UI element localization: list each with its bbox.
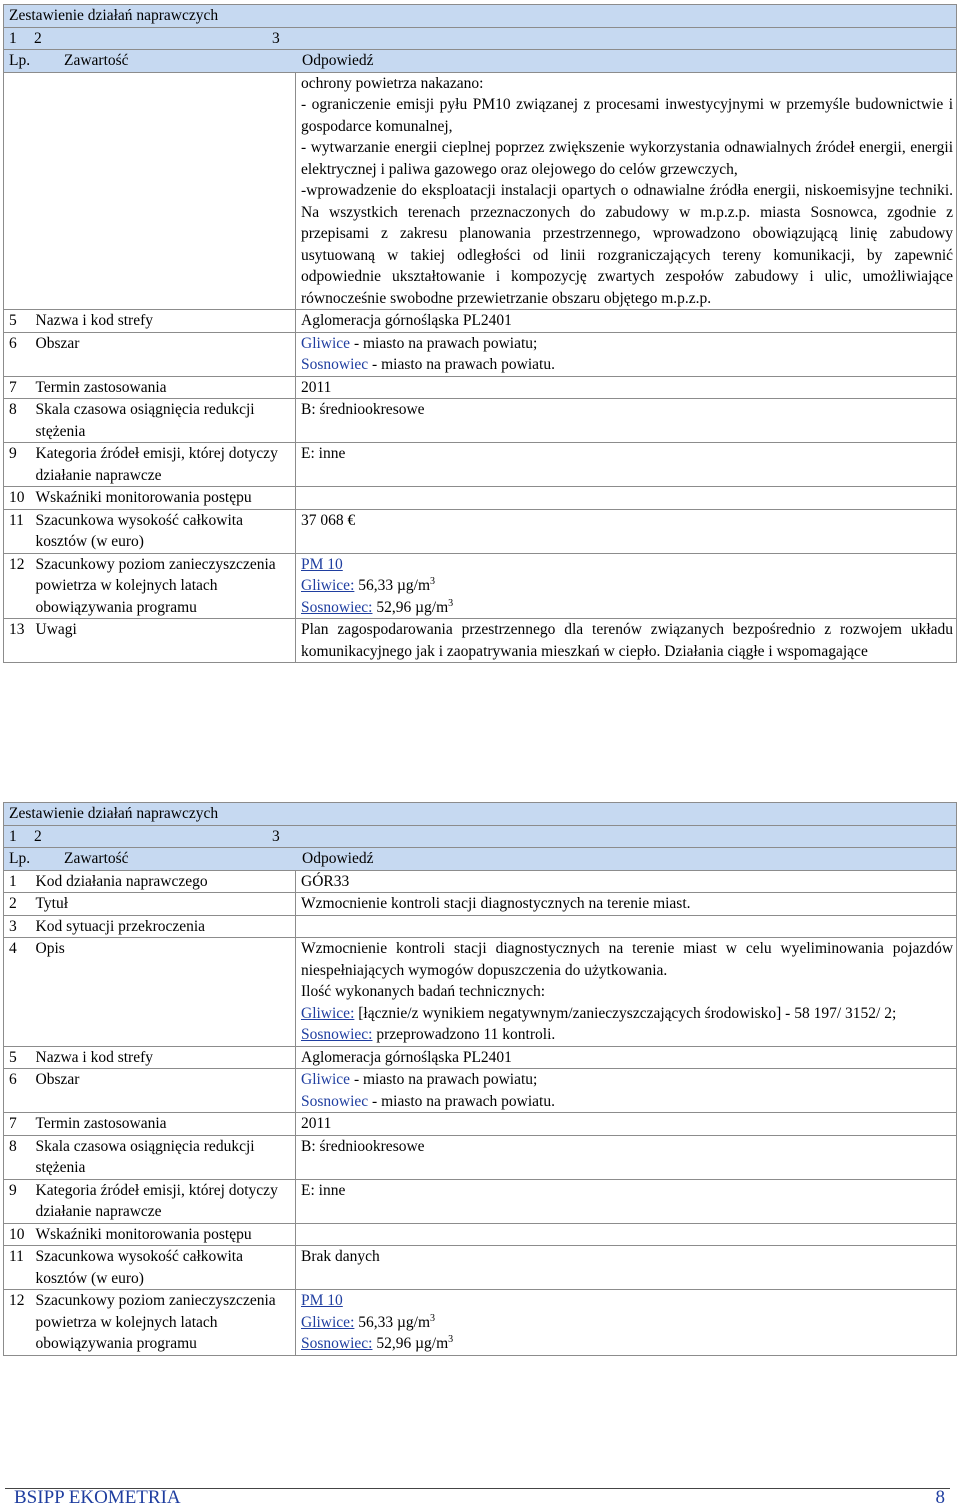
row-value: Gliwice - miasto na prawach powiatu; Sosnowiec - miasto na prawach powiatu. [296,1069,957,1113]
col-content: Zawartość [64,850,129,867]
column-header-row [4,50,957,73]
content-line: ochrony powietrza nakazano: [301,74,484,92]
row-label: Kod sytuacji przekroczenia [34,915,296,938]
page-number: 8 [935,1487,945,1508]
row-value: E: inne [296,1179,957,1223]
row-label: Szacunkowa wysokość całkowita kosztów (w euro) [34,509,296,553]
column-header-row [4,848,957,871]
table-row: 5 Nazwa i kod strefy Aglomeracja górnośląska PL2401 [4,1046,957,1069]
gliwice-link: Gliwice [301,334,351,352]
table-row: 3 Kod sytuacji przekroczenia [4,915,957,938]
row-value: Brak danych [296,1246,957,1290]
row-label: Nazwa i kod strefy [34,1046,296,1069]
page-footer [0,1488,960,1507]
table-title-row [4,803,957,826]
actions-table-2 [3,802,957,1356]
row-label: Skala czasowa osiągnięcia redukcji stężenia [34,399,296,443]
table-title: Zestawienie działań naprawczych [4,803,957,826]
continued-content-cell [296,72,957,310]
table-row: 7 Termin zastosowania 2011 [4,376,957,399]
colnum-1: 1 [9,29,17,47]
row-value: Wzmocnienie kontroli stacji diagnostycznych na terenie miast. [296,893,957,916]
row-label: Skala czasowa osiągnięcia redukcji stężenia [34,1135,296,1179]
row-label: Termin zastosowania [34,1113,296,1136]
row-label: Opis [34,938,296,1047]
row-value: Wzmocnienie kontroli stacji diagnostycznych na terenie miast w celu wyeliminowania pojazdów niespełniających wymogów dopuszczenia do użytkowania. Ilość wykonanych badań technicznych: Gliwice: [łącznie/z wynikiem negatywnym/zanieczyszczających środowisko] - 58 197/ 3152/ 2; Sosnowiec: przeprowadzono 11 kontroli. [296,938,957,1047]
table-row: 11 Szacunkowa wysokość całkowita kosztów (w euro) 37 068 € [4,509,957,553]
col-lp: Lp. [9,52,31,69]
col-answer: Odpowiedź [302,850,374,867]
colnum-3: 3 [272,29,280,47]
table-row: 6 Obszar Gliwice - miasto na prawach powiatu; Sosnowiec - miasto na prawach powiatu. [4,332,957,376]
footer-company: BSIPP EKOMETRIA [14,1487,181,1508]
column-number-row [4,27,957,50]
content-line: - wytwarzanie energii cieplnej poprzez zwiększenie wykorzystania odnawialnych źródeł energii, energii elektrycznej i paliwa gazowego oraz olejowego do celów grzewczych, [301,139,954,178]
table-row: 12 Szacunkowy poziom zanieczyszczenia powietrza w kolejnych latach obowiązywania programu PM 10 Gliwice: 56,33 $\mu g/m^3$ Sosnowiec: 52,96 $\mu g/m^3$ [4,1290,957,1356]
table-row: 13 Uwagi Plan zagospodarowania przestrzennego dla terenów związanych bezpośrednio z rozwojem układu komunikacyjnego jak i zaopatrywania mieszkań w ciepło. Działania ciągłe i wspomagające [4,619,957,663]
row-value: B: średniookresowe [296,1135,957,1179]
row-value: PM 10 Gliwice: 56,33 $\mu g/m^3$ Sosnowiec: 52,96 $\mu g/m^3$ [296,553,957,619]
row-value: Aglomeracja górnośląska PL2401 [296,310,957,333]
row-value: 2011 [296,1113,957,1136]
table-row: 8 Skala czasowa osiągnięcia redukcji stężenia B: średniookresowe [4,399,957,443]
table-row: 4 Opis Wzmocnienie kontroli stacji diagnostycznych na terenie miast w celu wyeliminowania pojazdów niespełniających wymogów dopuszczenia do użytkowania. Ilość wykonanych badań technicznych: Gliwice: [łącznie/z wynikiem negatywnym/zanieczyszczających środowisko] - 58 197/ 3152/ 2; Sosnowiec: przeprowadzono 11 kontroli. [4,938,957,1047]
pollutant-label: PM 10 [301,1292,343,1309]
table-title: Zestawienie działań naprawczych [4,5,957,28]
col-lp: Lp. [9,850,31,867]
colnum-2: 2 [34,827,42,845]
row-label: Termin zastosowania [34,376,296,399]
row-label: Wskaźniki monitorowania postępu [34,487,296,510]
row-label: Kod działania naprawczego [34,870,296,893]
row-label: Obszar [34,1069,296,1113]
table-title-row [4,5,957,28]
column-number-row [4,825,957,848]
actions-table-1 [3,4,957,663]
row-value [296,1223,957,1246]
table-row: 10 Wskaźniki monitorowania postępu [4,1223,957,1246]
table-row [4,72,957,310]
row-value: Gliwice - miasto na prawach powiatu; Sosnowiec - miasto na prawach powiatu. [296,332,957,376]
col-content: Zawartość [64,52,129,69]
table-row: 8 Skala czasowa osiągnięcia redukcji stężenia B: średniookresowe [4,1135,957,1179]
table-row: 11 Szacunkowa wysokość całkowita kosztów (w euro) Brak danych [4,1246,957,1290]
table-row: 9 Kategoria źródeł emisji, której dotyczy działanie naprawcze E: inne [4,443,957,487]
colnum-3: 3 [272,827,280,845]
sosnowiec-link: Sosnowiec [301,1092,369,1110]
row-label: Wskaźniki monitorowania postępu [34,1223,296,1246]
row-label: Szacunkowy poziom zanieczyszczenia powietrza w kolejnych latach obowiązywania programu [34,1290,296,1356]
row-label: Szacunkowy poziom zanieczyszczenia powietrza w kolejnych latach obowiązywania programu [34,553,296,619]
row-value: 37 068 € [296,509,957,553]
colnum-2: 2 [34,29,42,47]
row-value: E: inne [296,443,957,487]
colnum-1: 1 [9,827,17,845]
row-value: Plan zagospodarowania przestrzennego dla terenów związanych bezpośrednio z rozwojem układu komunikacyjnego jak i zaopatrywania mieszkań w ciepło. Działania ciągłe i wspomagające [296,619,957,663]
table-row: 7 Termin zastosowania 2011 [4,1113,957,1136]
gliwice-link: Gliwice [301,1071,351,1088]
content-line: -wprowadzenie do eksploatacji instalacji opartych o odnawialne źródła energii, niskoemisyjne techniki. Na wszystkich terenach przeznaczonych do zabudowy w m.p.z.p. miasta Sosnowca, zgodnie z przepisami z zakresu planowania przestrzennego, wprowadzono obowiązującą linię zabudowy usytuowaną w takiej odległości od linii rozgraniczających tereny komunikacji, by zapewnić odpowiednie ukształtowanie i kompozycję zwartych zespołów zabudowy i ulic, umożliwiające równocześnie swobodne przewietrzanie obszaru objętego m.p.z.p. [301,182,954,307]
row-value: GÓR33 [296,870,957,893]
table-row: 9 Kategoria źródeł emisji, której dotyczy działanie naprawcze E: inne [4,1179,957,1223]
row-value: B: średniookresowe [296,399,957,443]
table-row: 12 Szacunkowy poziom zanieczyszczenia powietrza w kolejnych latach obowiązywania programu PM 10 Gliwice: 56,33 $\mu g/m^3$ Sosnowiec: 52,96 $\mu g/m^3$ [4,553,957,619]
row-label: Nazwa i kod strefy [34,310,296,333]
row-value: Aglomeracja górnośląska PL2401 [296,1046,957,1069]
content-line: - ograniczenie emisji pyłu PM10 związanej z procesami inwestycyjnymi w przemyśle budownictwie i gospodarce komunalnej, [301,96,954,135]
table-row: 1 Kod działania naprawczego GÓR33 [4,870,957,893]
row-value: 2011 [296,376,957,399]
row-label: Kategoria źródeł emisji, której dotyczy działanie naprawcze [34,1179,296,1223]
row-label: Tytuł [34,893,296,916]
sosnowiec-link: Sosnowiec [301,356,369,373]
table-row: 2 Tytuł Wzmocnienie kontroli stacji diagnostycznych na terenie miast. [4,893,957,916]
pollutant-label: PM 10 [301,555,343,573]
table-row: 5 Nazwa i kod strefy Aglomeracja górnośląska PL2401 [4,310,957,333]
col-answer: Odpowiedź [302,52,374,69]
row-value [296,915,957,938]
row-label: Szacunkowa wysokość całkowita kosztów (w euro) [34,1246,296,1290]
row-label: Uwagi [34,619,296,663]
row-value: PM 10 Gliwice: 56,33 $\mu g/m^3$ Sosnowiec: 52,96 $\mu g/m^3$ [296,1290,957,1356]
table-row: 6 Obszar Gliwice - miasto na prawach powiatu; Sosnowiec - miasto na prawach powiatu. [4,1069,957,1113]
row-value [296,487,957,510]
row-label: Kategoria źródeł emisji, której dotyczy działanie naprawcze [34,443,296,487]
row-label: Obszar [34,332,296,376]
table-row: 10 Wskaźniki monitorowania postępu [4,487,957,510]
